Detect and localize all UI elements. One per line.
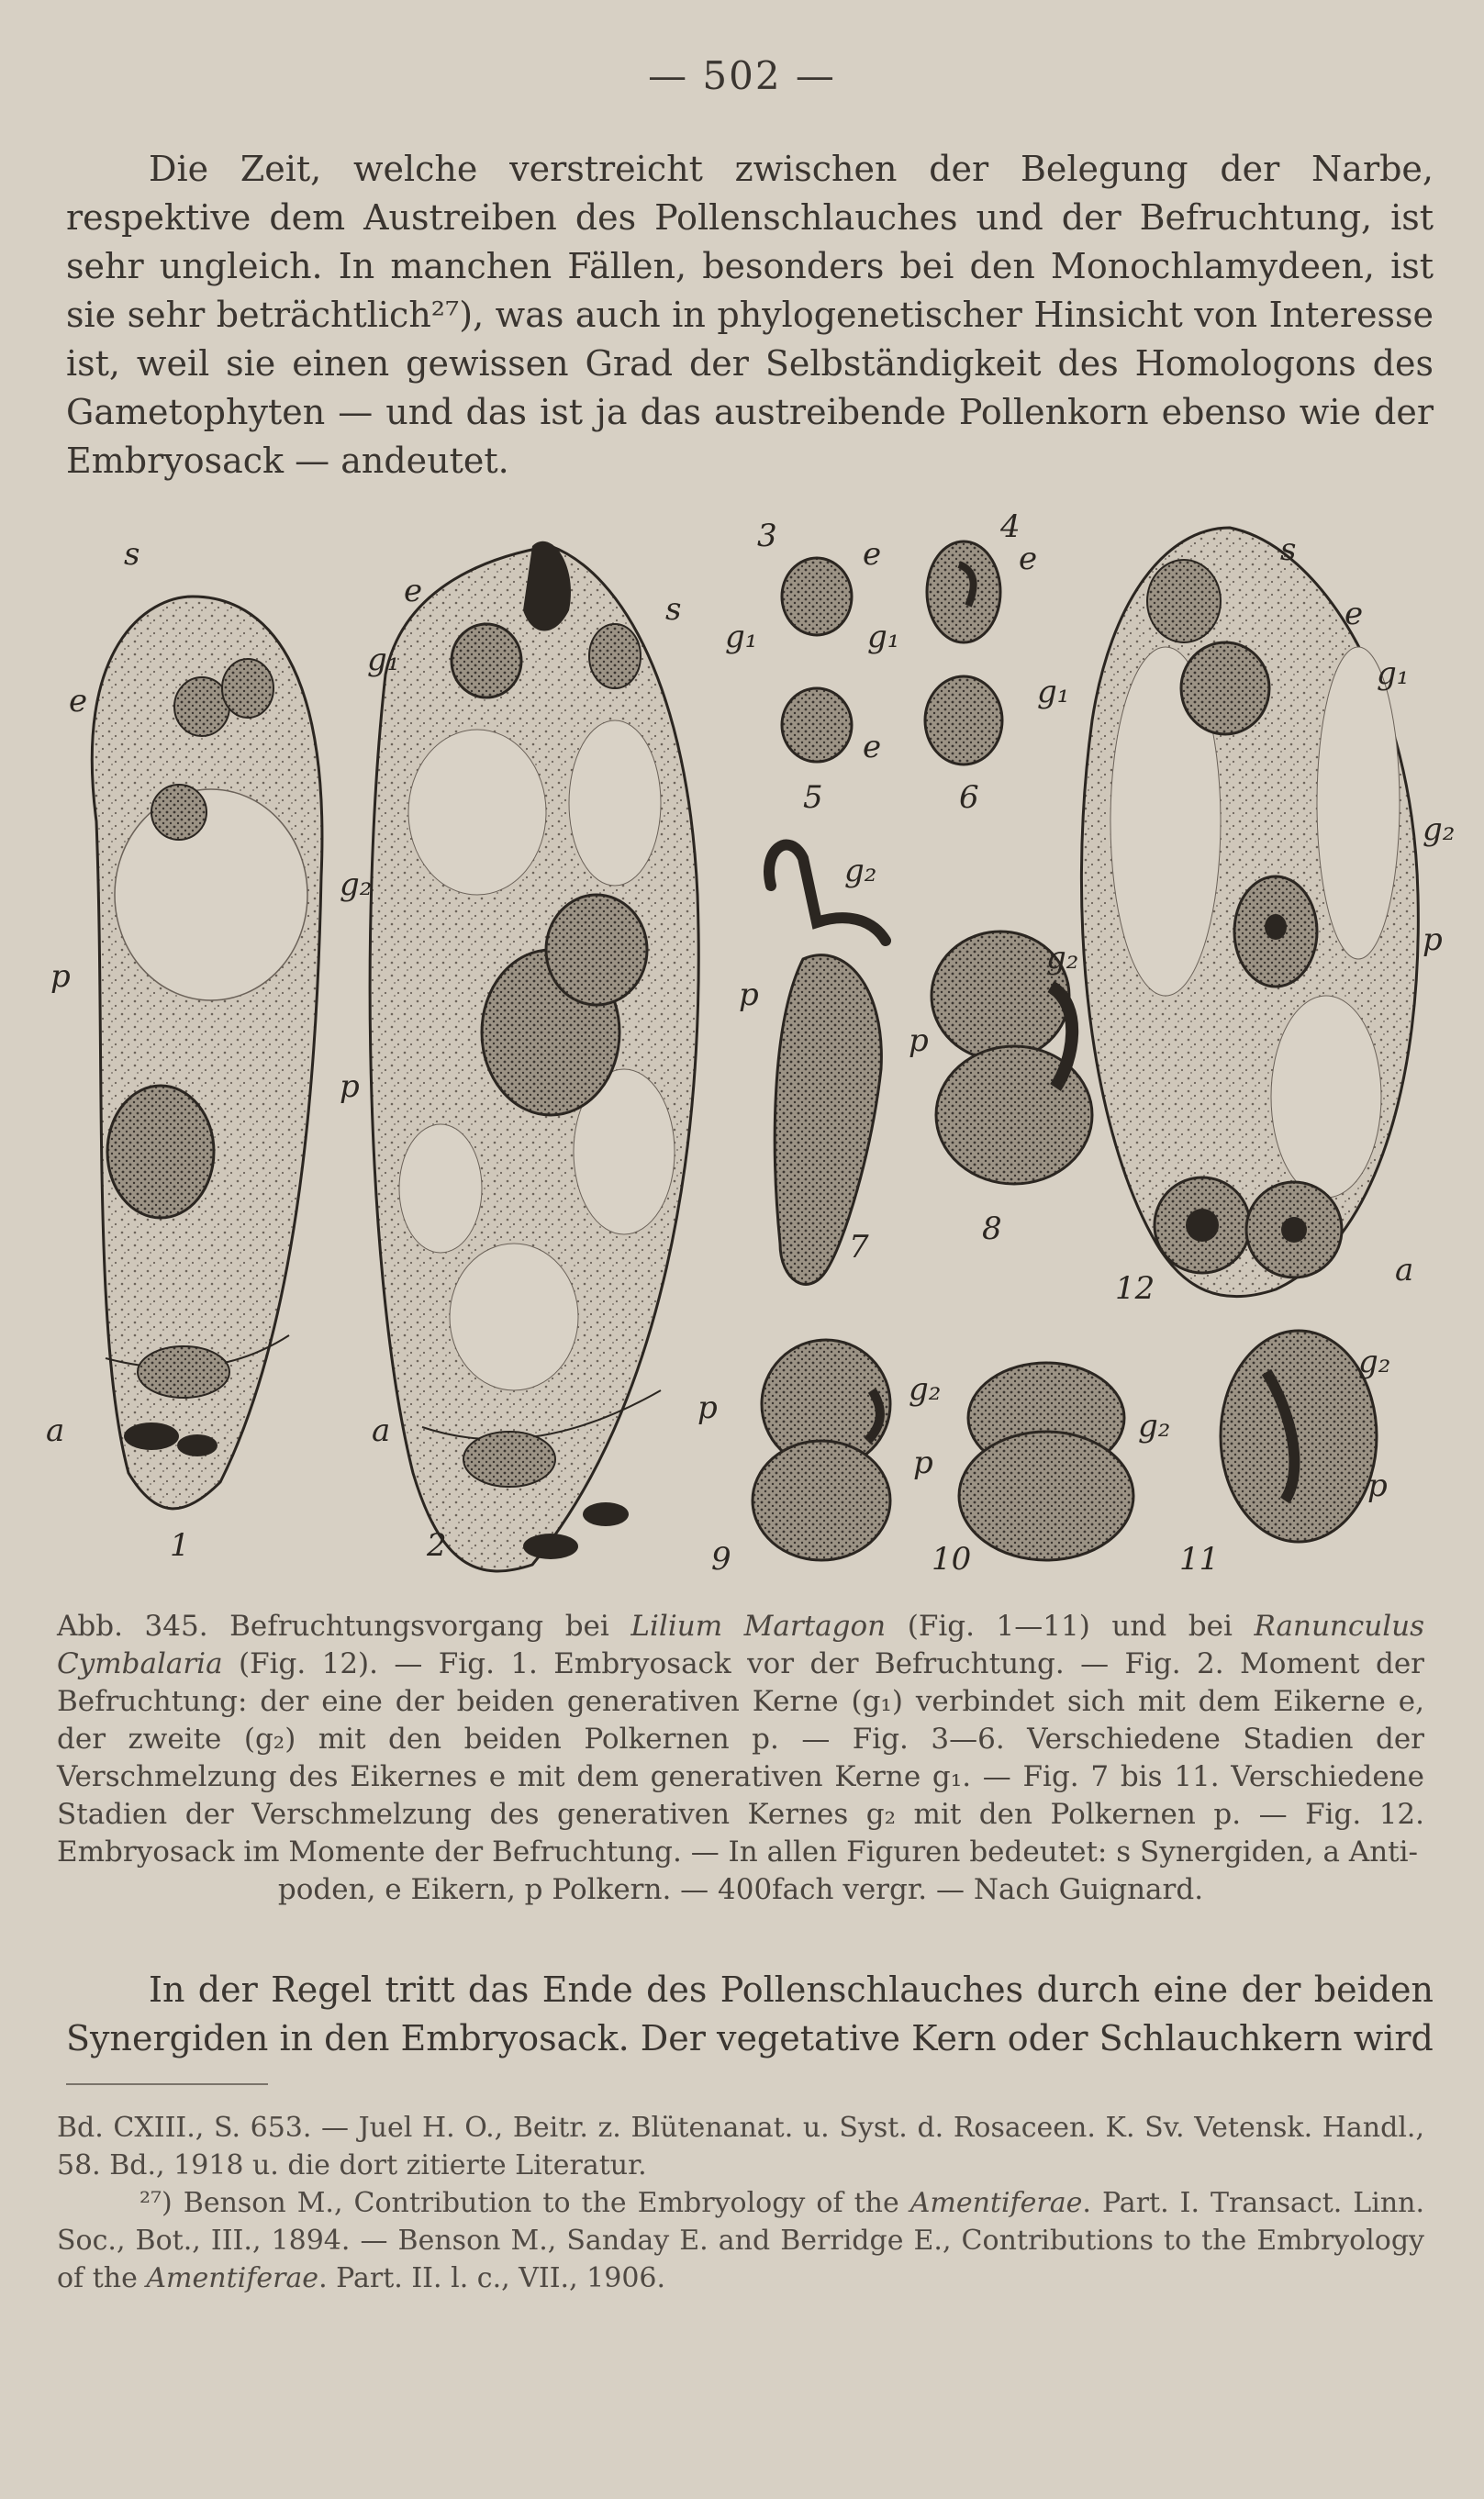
body-paragraph-1: Die Zeit, welche verstreicht zwischen der Belegung der Narbe, respektive dem Austreiben des Pollenschlauches und der Befruchtung, ist sehr ungleich. In manchen Fällen, besonders bei den Monochlamydeen, ist sie sehr beträchtlich²⁷), was auch in phylogenetischer Hinsicht von Interesse ist, weil sie einen gewissen Grad der Selbständigkeit des Homologons des Gametophyten — und das ist ja das austreibende Pollenkorn ebenso wie der Embryosack — andeutet. — [66, 149, 1434, 481]
label-fig5: 5 — [803, 779, 823, 816]
label-g2-fig2: g₂ — [340, 866, 373, 903]
label-s-fig1: s — [124, 536, 140, 573]
label-g2-fig7: g₂ — [844, 853, 877, 889]
label-a-fig12: a — [1395, 1252, 1414, 1289]
fig-7-polar-nuclei — [769, 845, 886, 1285]
figure-caption — [57, 1608, 1424, 1909]
footnotes — [57, 2109, 1424, 2297]
label-s-fig2: s — [665, 591, 682, 628]
fertilization-illustration — [46, 508, 1456, 1588]
label-e-fig2: e — [404, 573, 423, 609]
label-p-fig10: p — [913, 1445, 933, 1481]
label-p-fig1: p — [50, 958, 71, 995]
caption-part-4: poden, e Eikern, p Polkern. — 400fach vergr. — Nach Guignard. — [277, 1873, 1204, 1906]
label-e-fig12: e — [1345, 596, 1364, 632]
footnote-27-italic-a: Amentiferae — [909, 2187, 1083, 2219]
label-fig1: 1 — [170, 1527, 190, 1564]
label-g1-fig2: g₁ — [367, 641, 400, 678]
caption-part-3: (Fig. 12). — Fig. 1. Embryosack vor der Befruchtung. — Fig. 2. Moment der Befruchtung: der eine der beiden generativen Kerne (g₁) verbindet sich mit dem Eikerne e, der zweite (g₂) mit den beiden Polkernen p. — Fig. 3—6. Verschiedene Stadien der Verschmelzung des Eikernes e mit dem generativen Kerne g₁. — Fig. 7 bis 11. Verschiedene Stadien der Verschmelzung des generativen Kernes g₂ mit den Polkernen p. — Fig. 12. Embryosack im Momente der Befruchtung. — In allen Figuren bedeutet: s Synergiden, a Anti- — [57, 1647, 1424, 1869]
label-p-fig12: p — [1423, 921, 1443, 958]
label-fig10: 10 — [932, 1541, 972, 1578]
fig-1-embryo-sac — [92, 597, 322, 1509]
label-fig11: 11 — [1179, 1541, 1220, 1578]
label-g2-fig8: g₂ — [1046, 940, 1079, 976]
label-a-fig1: a — [46, 1412, 65, 1449]
footnote-divider — [66, 2083, 268, 2085]
label-s-fig12: s — [1280, 531, 1297, 568]
footnote-27 — [57, 2184, 1424, 2297]
label-g2-fig10: g₂ — [1138, 1408, 1171, 1445]
label-fig12: 12 — [1115, 1270, 1155, 1307]
label-g1-fig4: g₁ — [867, 619, 900, 655]
botanical-figure — [46, 508, 1456, 1588]
page-number: — 502 — — [648, 53, 836, 98]
label-fig7: 7 — [849, 1229, 869, 1266]
footnote-27-part-b: . Part. I. Transact. Linn. Soc., Bot., III., 1894. — Benson M., Sanday E. and Berridge E., Contributions to the Embryology of the — [57, 2187, 1424, 2294]
caption-part-2: (Fig. 1—11) und bei — [886, 1610, 1255, 1643]
label-fig9: 9 — [711, 1541, 731, 1578]
body-paragraph-2: In der Regel tritt das Ende des Pollenschlauches durch eine der beiden Synergiden in den Embryosack. Der vegetative Kern oder Schlauchkern wird — [66, 1969, 1434, 2058]
label-p-fig7: p — [739, 976, 759, 1013]
figs-9-11-fusion-stages — [753, 1331, 1377, 1560]
label-p-fig11: p — [1367, 1467, 1388, 1504]
footnote-27-part-a: ²⁷) Benson M., Contribution to the Embryology of the — [139, 2187, 910, 2219]
label-fig8: 8 — [982, 1210, 1002, 1247]
label-e-fig4: e — [1019, 541, 1038, 577]
caption-species-1: Lilium Martagon — [630, 1610, 887, 1643]
fig-2-embryo-sac — [370, 541, 698, 1571]
label-g1-fig6: g₁ — [1037, 674, 1070, 710]
label-g1-fig12: g₁ — [1377, 655, 1410, 692]
label-g2-fig12: g₂ — [1423, 811, 1456, 848]
label-fig4: 4 — [1000, 508, 1021, 545]
label-p-fig8: p — [909, 1022, 929, 1059]
caption-part-1: Abb. 345. Befruchtungsvorgang bei — [57, 1610, 631, 1643]
label-p-fig2: p — [340, 1068, 360, 1105]
label-fig2: 2 — [427, 1527, 447, 1564]
label-e-fig1: e — [69, 683, 88, 720]
label-fig6: 6 — [959, 779, 979, 816]
label-g2-fig11: g₂ — [1358, 1344, 1391, 1380]
label-a-fig2: a — [372, 1412, 391, 1449]
footnote-1: Bd. CXIII., S. 653. — Juel H. O., Beitr. z. Blütenanat. u. Syst. d. Rosaceen. K. Sv. Vetensk. Handl., 58. Bd., 1918 u. die dort zitierte Literatur. — [57, 2112, 1424, 2181]
caption-species-2: Ranunculus Cymbalaria — [57, 1610, 1424, 1680]
label-p-fig9: p — [697, 1389, 718, 1426]
label-g2-fig9: g₂ — [909, 1371, 942, 1408]
label-fig3: 3 — [757, 518, 777, 554]
footnote-27-italic-b: Amentiferae — [146, 2262, 319, 2294]
fig-12-embryo-sac — [1081, 528, 1418, 1297]
footnote-27-part-c: . Part. II. l. c., VII., 1906. — [318, 2262, 666, 2294]
label-g1-fig3: g₁ — [725, 619, 758, 655]
label-e-fig3: e — [863, 536, 882, 573]
label-e-fig5: e — [863, 729, 882, 765]
